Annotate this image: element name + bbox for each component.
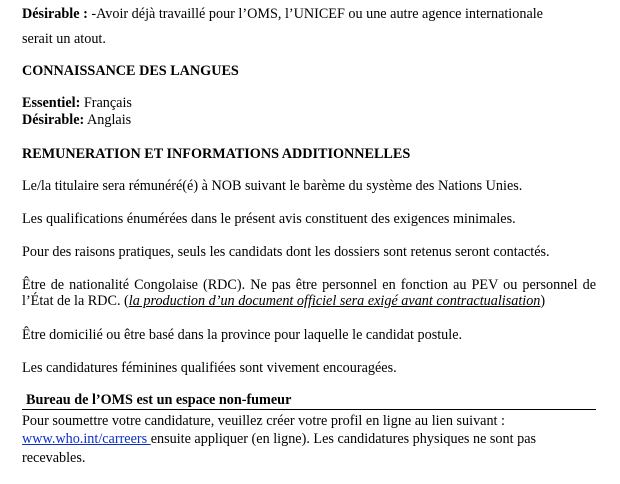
remuneration-p3: Pour des raisons pratiques, seuls les candidats dont les dossiers sont retenus seront contactés.: [22, 244, 550, 260]
who-careers-link[interactable]: www.who.int/carreers: [22, 431, 151, 447]
no-smoking-notice: Bureau de l’OMS est un espace non-fumeur: [26, 392, 292, 408]
p4-note: la production d’un document officiel sera exigé avant contractualisation: [128, 293, 541, 309]
essential-value: Français: [80, 95, 132, 111]
remuneration-p5: Être domicilié ou être basé dans la province pour laquelle le candidat postule.: [22, 327, 463, 343]
essential-label: Essentiel:: [22, 95, 81, 111]
desirable-lang-value: Anglais: [84, 112, 132, 128]
language-desirable: [22, 112, 131, 129]
divider-rule: [22, 409, 596, 410]
apply-line1: Pour soumettre votre candidature, veuillez créer votre profil en ligne au lien suivant :: [22, 413, 505, 429]
apply-line2-rest: ensuite appliquer (en ligne). Les candidatures physiques ne sont pas: [150, 431, 537, 447]
apply-line2: [22, 431, 536, 448]
apply-line3: recevables.: [22, 450, 86, 466]
languages-heading: CONNAISSANCE DES LANGUES: [22, 63, 239, 79]
remuneration-heading: REMUNERATION ET INFORMATIONS ADDITIONNELLES: [22, 146, 411, 162]
desirable-text-cont: serait un atout.: [22, 31, 106, 47]
remuneration-p1: Le/la titulaire sera rémunéré(é) à NOB suivant le barème du système des Nations Unies.: [22, 178, 523, 194]
p4-start: l’État de la RDC. (: [22, 293, 129, 309]
desirable-experience-line: [22, 6, 543, 23]
remuneration-p4-line1: Être de nationalité Congolaise (RDC). Ne pas être personnel en fonction au PEV ou personnel de: [22, 277, 596, 293]
remuneration-p4-line2: [22, 293, 545, 310]
desirable-text: -Avoir déjà travaillé pour l’OMS, l’UNICEF ou une autre agence internationale: [87, 6, 543, 22]
desirable-label: Désirable :: [22, 6, 88, 22]
language-essential: [22, 95, 132, 112]
remuneration-p6: Les candidatures féminines qualifiées sont vivement encouragées.: [22, 360, 397, 376]
remuneration-p2: Les qualifications énumérées dans le présent avis constituent des exigences minimales.: [22, 211, 516, 227]
desirable-lang-label: Désirable:: [22, 112, 85, 128]
p4-end: ): [540, 293, 546, 309]
